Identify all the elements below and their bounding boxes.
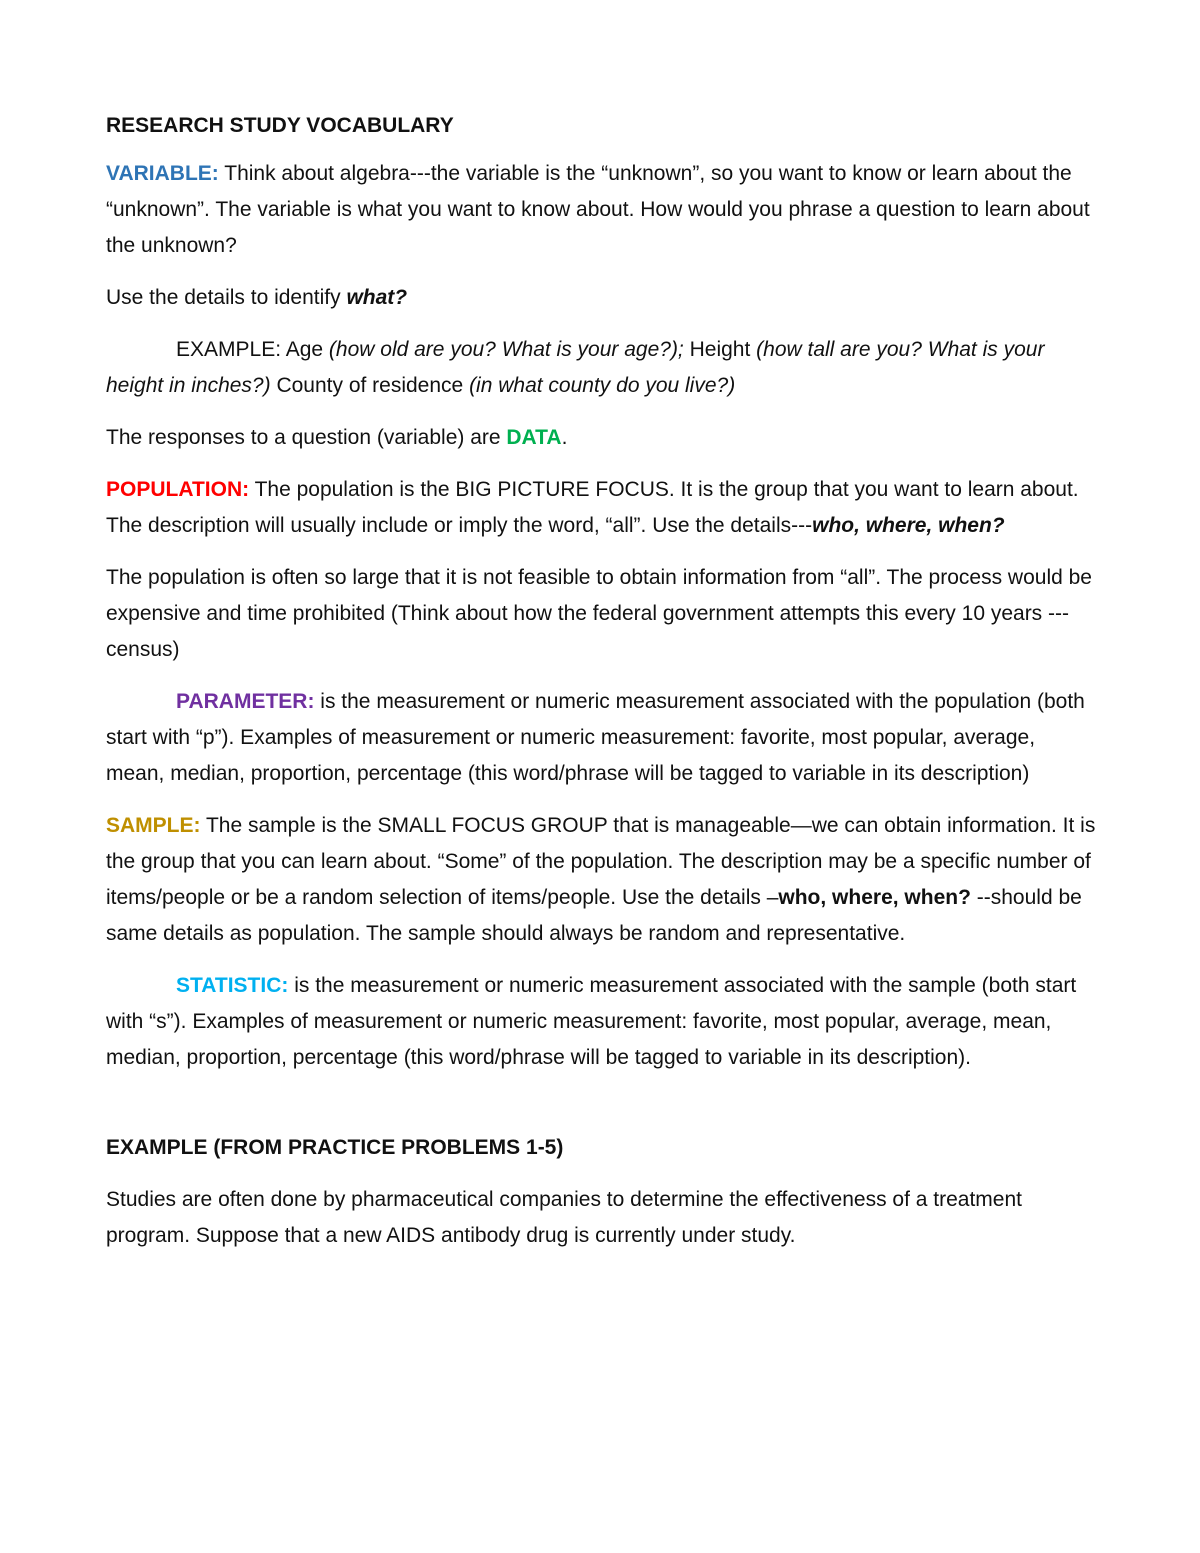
age-question: (how old are you? What is your age?); [328,338,684,361]
sample-paragraph [106,808,1096,952]
example-heading: EXAMPLE (FROM PRACTICE PROBLEMS 1-5) [106,1136,564,1159]
height-label: Height [683,338,757,361]
county-label: County of residence [270,374,470,397]
height-question: (how tall are you? What is your height in inches?) [106,338,1045,397]
county-question: (in what county do you live?) [469,374,736,397]
example-variables-paragraph [106,332,1096,404]
parameter-paragraph [106,684,1096,792]
data-paragraph [106,420,1096,456]
parameter-term: PARAMETER: [176,690,315,713]
sample-details: who, where, when? [778,886,971,909]
data-suffix: . [561,426,568,449]
example-paragraph: Studies are often done by pharmaceutical companies to determine the effectiveness of a treatment program. Suppose that a new AIDS antibody drug is currently under study. [106,1188,1022,1247]
sample-text-1: The sample is the SMALL FOCUS GROUP that is manageable—we can obtain information. It is the group that you can learn about. “Some” of the population. The description may be a specific number of items/people or be a random selection of items/people. Use the details – [106,814,1096,909]
sample-text-2: --should be same details as population. The sample should always be random and representative. [106,886,1082,945]
identify-what: what? [346,286,408,309]
population-paragraph [106,472,1096,544]
identify-text: Use the details to identify [106,286,347,309]
population-term: POPULATION: [106,478,250,501]
statistic-text: is the measurement or numeric measurement associated with the sample (both start with “s”). Examples of measurement or numeric measurement: favorite, most popular, average, mean, median, proportion, percentage (this word/phrase will be tagged to variable in its description). [106,974,1077,1069]
population-note-paragraph: The population is often so large that it is not feasible to obtain information from “all”. The process would be expensive and time prohibited (Think about how the federal government attempts this every 10 years ---census) [106,566,1092,661]
variable-term: VARIABLE: [106,162,219,185]
statistic-term: STATISTIC: [176,974,289,997]
example-label: EXAMPLE: Age [176,338,329,361]
variable-paragraph [106,156,1096,264]
population-text: The population is the BIG PICTURE FOCUS. It is the group that you want to learn about. The description will usually include or imply the word, “all”. Use the details--- [106,478,1079,537]
statistic-paragraph [106,968,1096,1076]
document-body [106,108,1096,1270]
data-term: DATA [506,426,562,449]
data-prefix: The responses to a question (variable) are [106,426,507,449]
sample-term: SAMPLE: [106,814,201,837]
page-title: RESEARCH STUDY VOCABULARY [106,114,454,137]
blank-line [106,1092,1096,1130]
population-details: who, where, when? [812,514,1005,537]
variable-text: Think about algebra---the variable is the “unknown”, so you want to know or learn about the “unknown”. The variable is what you want to know about. How would you phrase a question to learn about the unknown? [106,162,1090,257]
identify-paragraph [106,280,1096,316]
parameter-text: is the measurement or numeric measurement associated with the population (both start with “p”). Examples of measurement or numeric measurement: favorite, most popular, average, mean, median, proportion, percentage (this word/phrase will be tagged to variable in its description) [106,690,1085,785]
